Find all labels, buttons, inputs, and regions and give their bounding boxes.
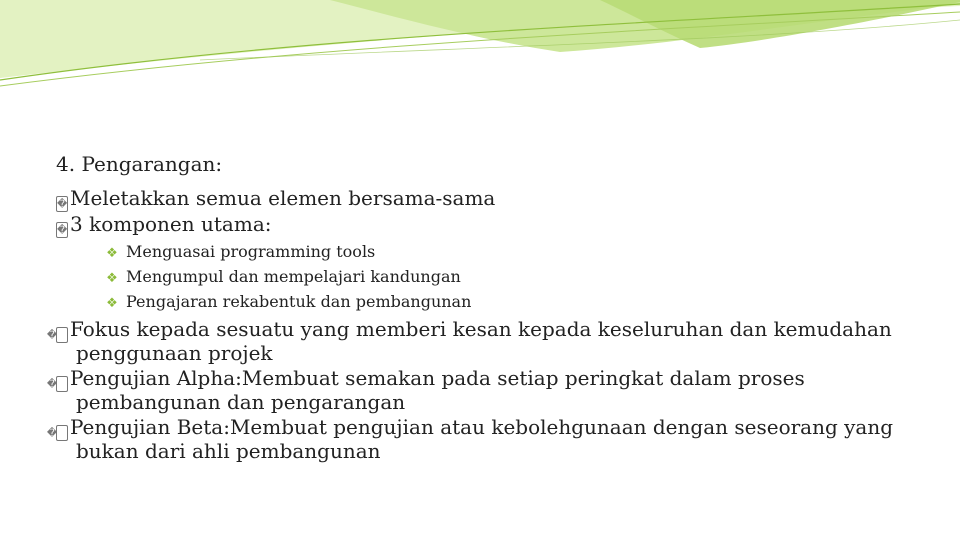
list-item xyxy=(46,366,936,414)
sub-list-item xyxy=(106,240,936,265)
list-item xyxy=(46,317,936,365)
sub-list-item-text: Mengumpul dan mempelajari kandungan xyxy=(126,267,461,286)
header-swoosh-decoration xyxy=(0,0,960,100)
list-item-text: Fokus kepada sesuatu yang memberi kesan kepada keseluruhan dan kemudahan penggunaan projek xyxy=(70,317,892,365)
list-item xyxy=(46,415,936,463)
sub-list-item-text: Pengajaran rekabentuk dan pembangunan xyxy=(126,292,472,311)
list-item-text: Pengujian Beta:Membuat pengujian atau kebolehgunaan dengan seseorang yang bukan dari ahli pembangunan xyxy=(70,415,894,463)
slide-heading: 4. Pengarangan: xyxy=(56,152,223,176)
list-item-text: 3 komponen utama: xyxy=(70,212,272,236)
missing-glyph-icon: � xyxy=(56,327,68,343)
list-item-text: Meletakkan semua elemen bersama-sama xyxy=(70,186,496,210)
missing-glyph-icon: � xyxy=(56,376,68,392)
missing-glyph-icon: � xyxy=(56,425,68,441)
list-item-text: Pengujian Alpha:Membuat semakan pada setiap peringkat dalam proses pembangunan dan pengarangan xyxy=(70,366,805,414)
sub-list-item-text: Menguasai programming tools xyxy=(126,242,376,261)
sub-list-item xyxy=(106,265,936,290)
sub-list xyxy=(106,240,936,315)
diamond-bullet-icon: ❖ xyxy=(106,296,118,311)
sub-list-item xyxy=(106,290,936,315)
missing-glyph-icon: � xyxy=(56,196,68,212)
list-item xyxy=(56,212,936,238)
diamond-bullet-icon: ❖ xyxy=(106,271,118,286)
diamond-bullet-icon: ❖ xyxy=(106,246,118,261)
missing-glyph-icon: � xyxy=(56,222,68,238)
list-item xyxy=(56,186,936,212)
slide-content xyxy=(46,150,936,463)
